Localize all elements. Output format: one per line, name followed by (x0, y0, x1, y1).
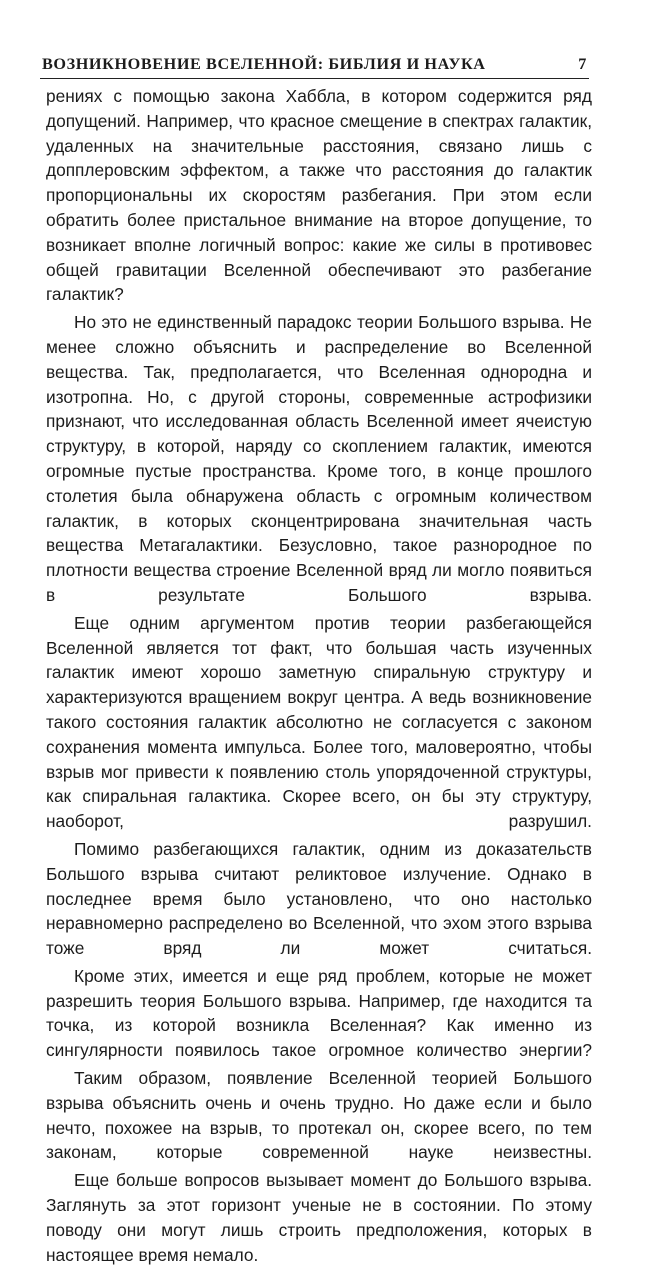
paragraph: Но это не единственный парадокс теории Большого взрыва. Не менее сложно объяснить и распределение во Вселенной вещества. Так, предполагается, что Вселенная однородна и изотропна. Но, с другой стороны, современные астрофизики признают, что исследованная область Вселенной имеет ячеистую структуру, в которой, наряду со скоплением галактик, имеются огромные пустые пространства. Кроме того, в конце прошлого столетия была обнаружена область с огромным количеством галактик, в которых сконцентрирована значительная часть вещества Метагалактики. Безусловно, такое разнородное по плотности вещества строение Вселенной вряд ли могло появиться в результате Большого взрыва. (46, 312, 592, 605)
paragraph: Еще одним аргументом против теории разбегающейся Вселенной является тот факт, что большая часть изученных галактик имеют хорошо заметную спиральную структуру и характеризуются вращением вокруг центра. А ведь возникновение такого состояния галактик абсолютно не согласуется с законом сохранения момента импульса. Более того, маловероятно, чтобы взрыв мог привести к появлению столь упорядоченной структуры, как спиральная галактика. Скорее всего, он бы эту структуру, наоборот, разрушил. (46, 612, 592, 832)
chapter-title: ВОЗНИКНОВЕНИЕ ВСЕЛЕННОЙ: БИБЛИЯ И НАУКА (42, 54, 486, 73)
paragraph: Еще больше вопросов вызывает момент до Большого взрыва. Заглянуть за этот горизонт ученые не в состоянии. По этому поводу они могут лишь строить предположения, которых в настоящее время немало. (46, 1170, 592, 1265)
body-text (46, 84, 592, 1267)
paragraph: Таким образом, появление Вселенной теорией Большого взрыва объяснить очень и очень трудно. Но даже если и было нечто, похожее на взрыв, то протекал он, скорее всего, по тем законам, которые современной науке неизвестны. (46, 1068, 592, 1163)
page-number: 7 (578, 54, 587, 73)
paragraph: Кроме этих, имеется и еще ряд проблем, которые не может разрешить теория Большого взрыва. Например, где находится та точка, из которой возникла Вселенная? Как именно из сингулярности появилось такое огромное количество энергии? (46, 965, 592, 1061)
header-rule (40, 78, 589, 79)
paragraph-continued: рениях с помощью закона Хаббла, в котором содержится ряд допущений. Например, что красное смещение в спектрах галактик, удаленных на значительные расстояния, связано лишь с допплеровским эффектом, а также что расстояния до галактик пропорциональны их скоростям разбегания. При этом если обратить более пристальное внимание на второе допущение, то возникает вполне логичный вопрос: какие же силы в противовес общей гравитации Вселенной обеспечивают это разбегание галактик? (46, 86, 592, 305)
running-header (42, 52, 587, 76)
paragraph: Помимо разбегающихся галактик, одним из доказательств Большого взрыва считают реликтовое излучение. Однако в последнее время было установлено, что оно настолько неравномерно распределено во Вселенной, что эхом этого взрыва тоже вряд ли может считаться. (46, 838, 592, 959)
